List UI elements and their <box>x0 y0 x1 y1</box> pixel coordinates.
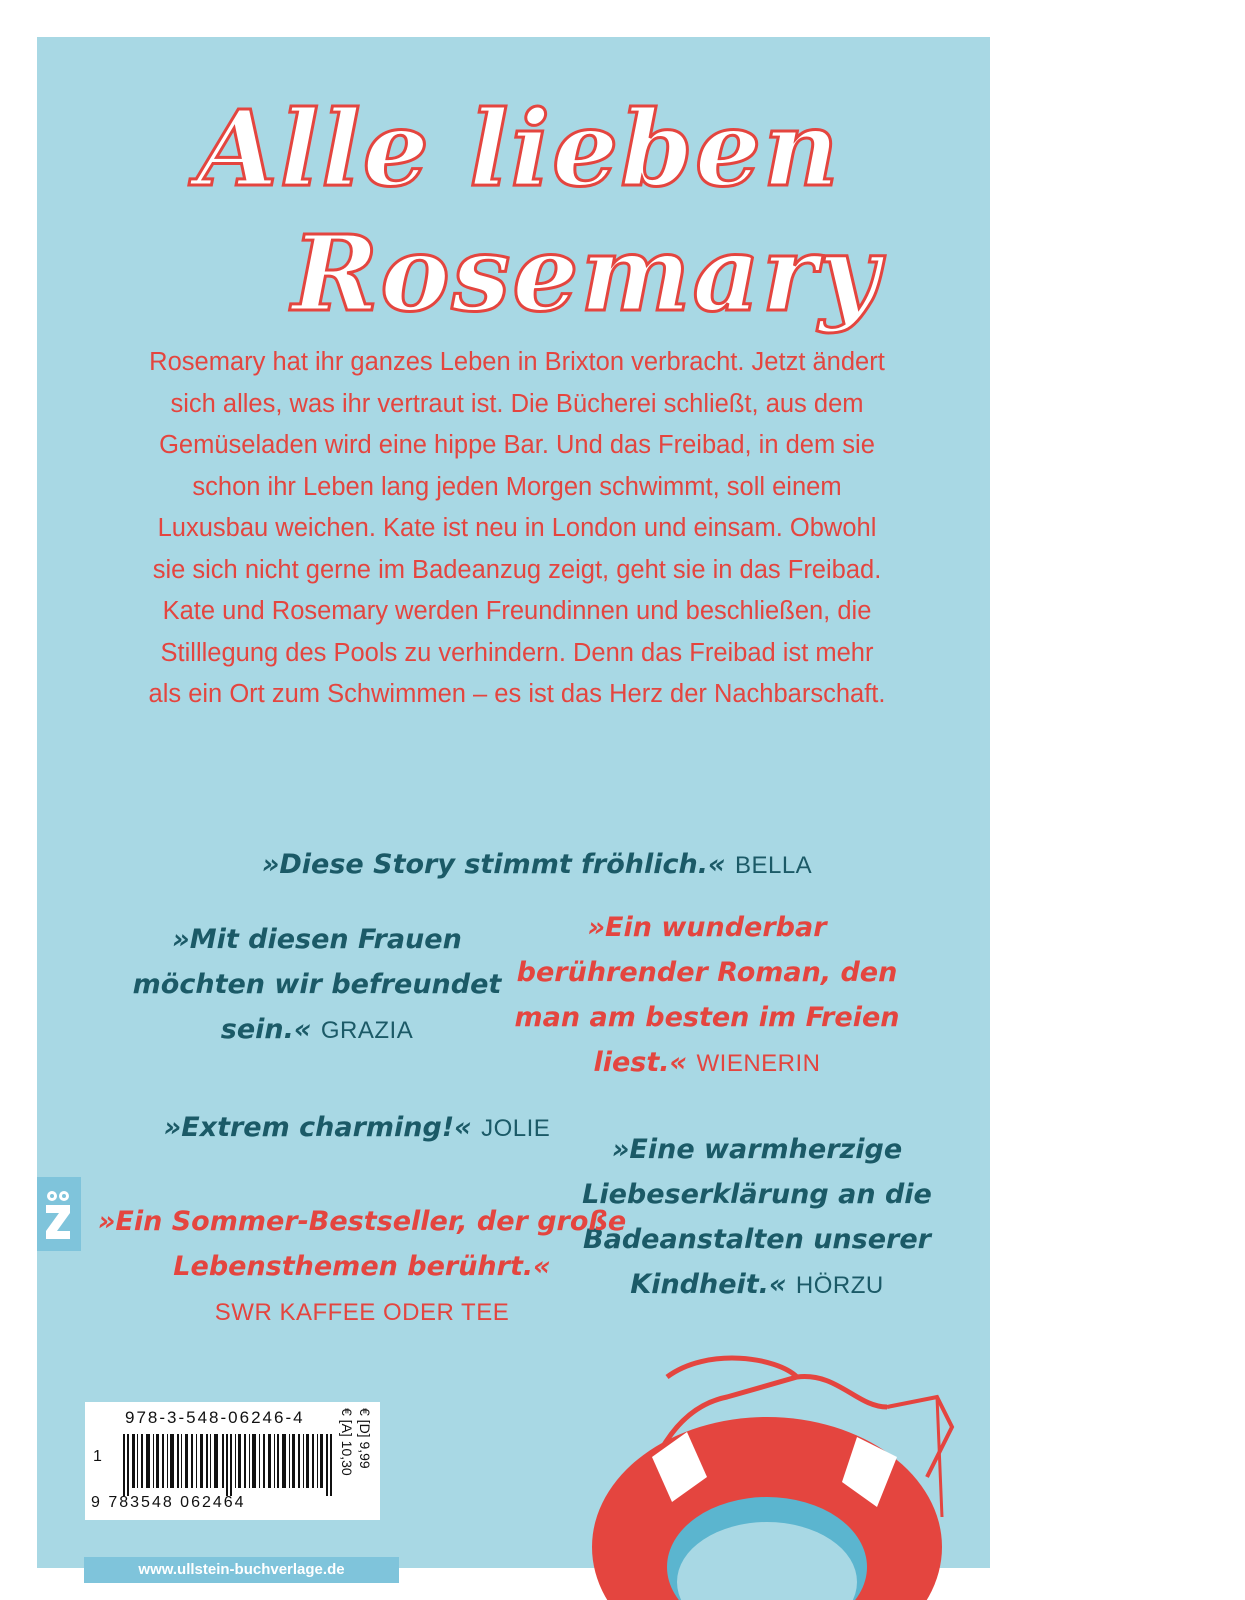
barcode-panel <box>85 1402 380 1520</box>
quote-source: HÖRZU <box>795 1272 884 1299</box>
title-line-1: Alle lieben <box>197 87 841 210</box>
quote-source: BELLA <box>734 852 813 879</box>
quote-text: »Ein Sommer-Bestseller, der große Lebensthemen berührt.« <box>97 1206 627 1282</box>
price-austria: € [A] 10,30 <box>339 1408 355 1476</box>
publisher-tab <box>37 1177 81 1251</box>
quote-text: »Extrem charming!« <box>163 1112 472 1143</box>
isbn-text: 978-3-548-06246-4 <box>125 1408 305 1427</box>
quote-bella <box>257 842 817 888</box>
quote-wienerin <box>507 905 907 1086</box>
isbn-lead-digit: 1 <box>93 1448 102 1465</box>
isbn-digits: 9 783548 062464 <box>91 1494 246 1511</box>
title-line-2: Rosemary <box>292 212 882 335</box>
barcode-bars <box>123 1434 343 1496</box>
quote-source: WIENERIN <box>696 1050 821 1077</box>
lifebuoy-illustration <box>557 1317 990 1577</box>
quote-swr <box>97 1199 627 1335</box>
quote-text: »Eine warmherzige Liebeserklärung an die Badeanstalten unserer Kindheit.« <box>582 1134 932 1300</box>
quote-text: »Diese Story stimmt fröhlich.« <box>261 849 726 880</box>
quote-text: »Mit diesen Frauen möchten wir befreundet sein.« <box>132 924 502 1045</box>
book-back-cover <box>37 37 990 1578</box>
blurb-text: Rosemary hat ihr ganzes Leben in Brixton verbracht. Jetzt ändert sich alles, was ihr vertraut ist. Die Bücherei schließt, aus dem Gemüseladen wird eine hippe Bar. Und das Freibad, in dem sie schon ihr Leben lang jeden Morgen schwimmt, soll einem Luxusbau weichen. Kate ist neu in London und einsam. Obwohl sie sich nicht gerne im Badeanzug zeigt, geht sie in das Freibad. Kate und Rosemary werden Freundinnen und beschließen, die Stilllegung des Pools zu verhindern. Denn das Freibad ist mehr als ein Ort zum Schwimmen – es ist das Herz der Nachbarschaft. <box>148 348 886 708</box>
owl-logo-icon <box>43 1187 73 1241</box>
publisher-url[interactable]: www.ullstein-buchverlage.de <box>84 1557 399 1583</box>
quote-source: GRAZIA <box>320 1017 414 1044</box>
quote-text: »Ein wunderbar berührender Roman, den man am besten im Freien liest.« <box>514 912 900 1078</box>
quote-source: SWR KAFFEE ODER TEE <box>214 1299 510 1326</box>
quote-grazia <box>107 917 527 1053</box>
price-germany: € [D] 9,99 <box>357 1408 373 1469</box>
quote-source: JOLIE <box>481 1115 551 1142</box>
quote-jolie <box>147 1105 567 1151</box>
